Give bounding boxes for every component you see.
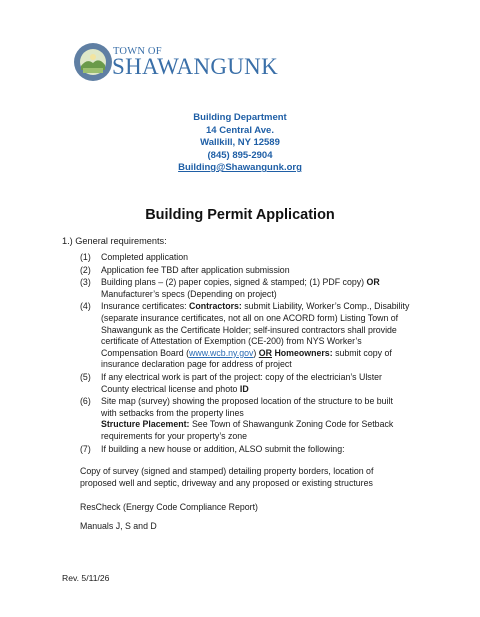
city-state-zip: Wallkill, NY 12589 [200, 137, 280, 148]
extra-item-manuals: Manuals J, S and D [80, 521, 157, 531]
address-block [0, 112, 480, 175]
revision-label: Rev. 5/11/26 [62, 573, 110, 583]
extra-item-survey: Copy of survey (signed and stamped) detailing property borders, location of proposed well and septic, driveway and any proposed or existing structures [80, 466, 374, 488]
list-item: (3) Building plans – (2) paper copies, signed & stamped; (1) PDF copy) OR Manufacturer’s specs (Depending on project) [80, 277, 380, 299]
list-item: (7) If building a new house or addition, ALSO submit the following: [80, 443, 345, 454]
email-link[interactable]: Building@Shawangunk.org [178, 162, 302, 173]
department-name: Building Department [193, 112, 287, 123]
wcb-link[interactable]: www.wcb.ny.gov [189, 347, 254, 358]
list-item: (4) Insurance certificates: Contractors: submit Liability, Worker’s Comp., Disability (separate insurance certificates, not all on one ACORD form) Listing Town of Shawangunk as the Certificate Holder; self-insured contractors shall provide certificate of Attestation of Exemption (CE-200) from NYS Worker’s Compensation Board (www.wcb.ny.gov) OR Homeowners: submit copy of insurance declaration page for address of project [80, 301, 410, 370]
list-item: (5) If any electrical work is part of the project: copy of the electrician’s Ulster County electrical license and photo ID [80, 371, 382, 394]
list-item: (6) Site map (survey) showing the proposed location of the structure to be built with setbacks from the property lines Structure Placement: See Town of Shawangunk Zoning Code for Setback requirements for your property’s zone [80, 396, 394, 441]
list-item: (1) Completed application [80, 252, 189, 262]
logo-shawangunk: SHAWANGUNK [112, 54, 278, 79]
logo-town-of: TOWN OF [113, 46, 162, 57]
street-address: 14 Central Ave. [206, 124, 274, 136]
town-seal-icon [73, 42, 113, 82]
section-heading: 1.) General requirements: [62, 236, 167, 246]
phone-number: (845) 895-2904 [207, 149, 273, 161]
page-title: Building Permit Application [145, 207, 335, 223]
extra-item-rescheck: ResCheck (Energy Code Compliance Report) [80, 502, 258, 512]
list-item: (2) Application fee TBD after application submission [80, 264, 290, 275]
requirements-list [80, 252, 410, 456]
town-logo [73, 42, 283, 86]
